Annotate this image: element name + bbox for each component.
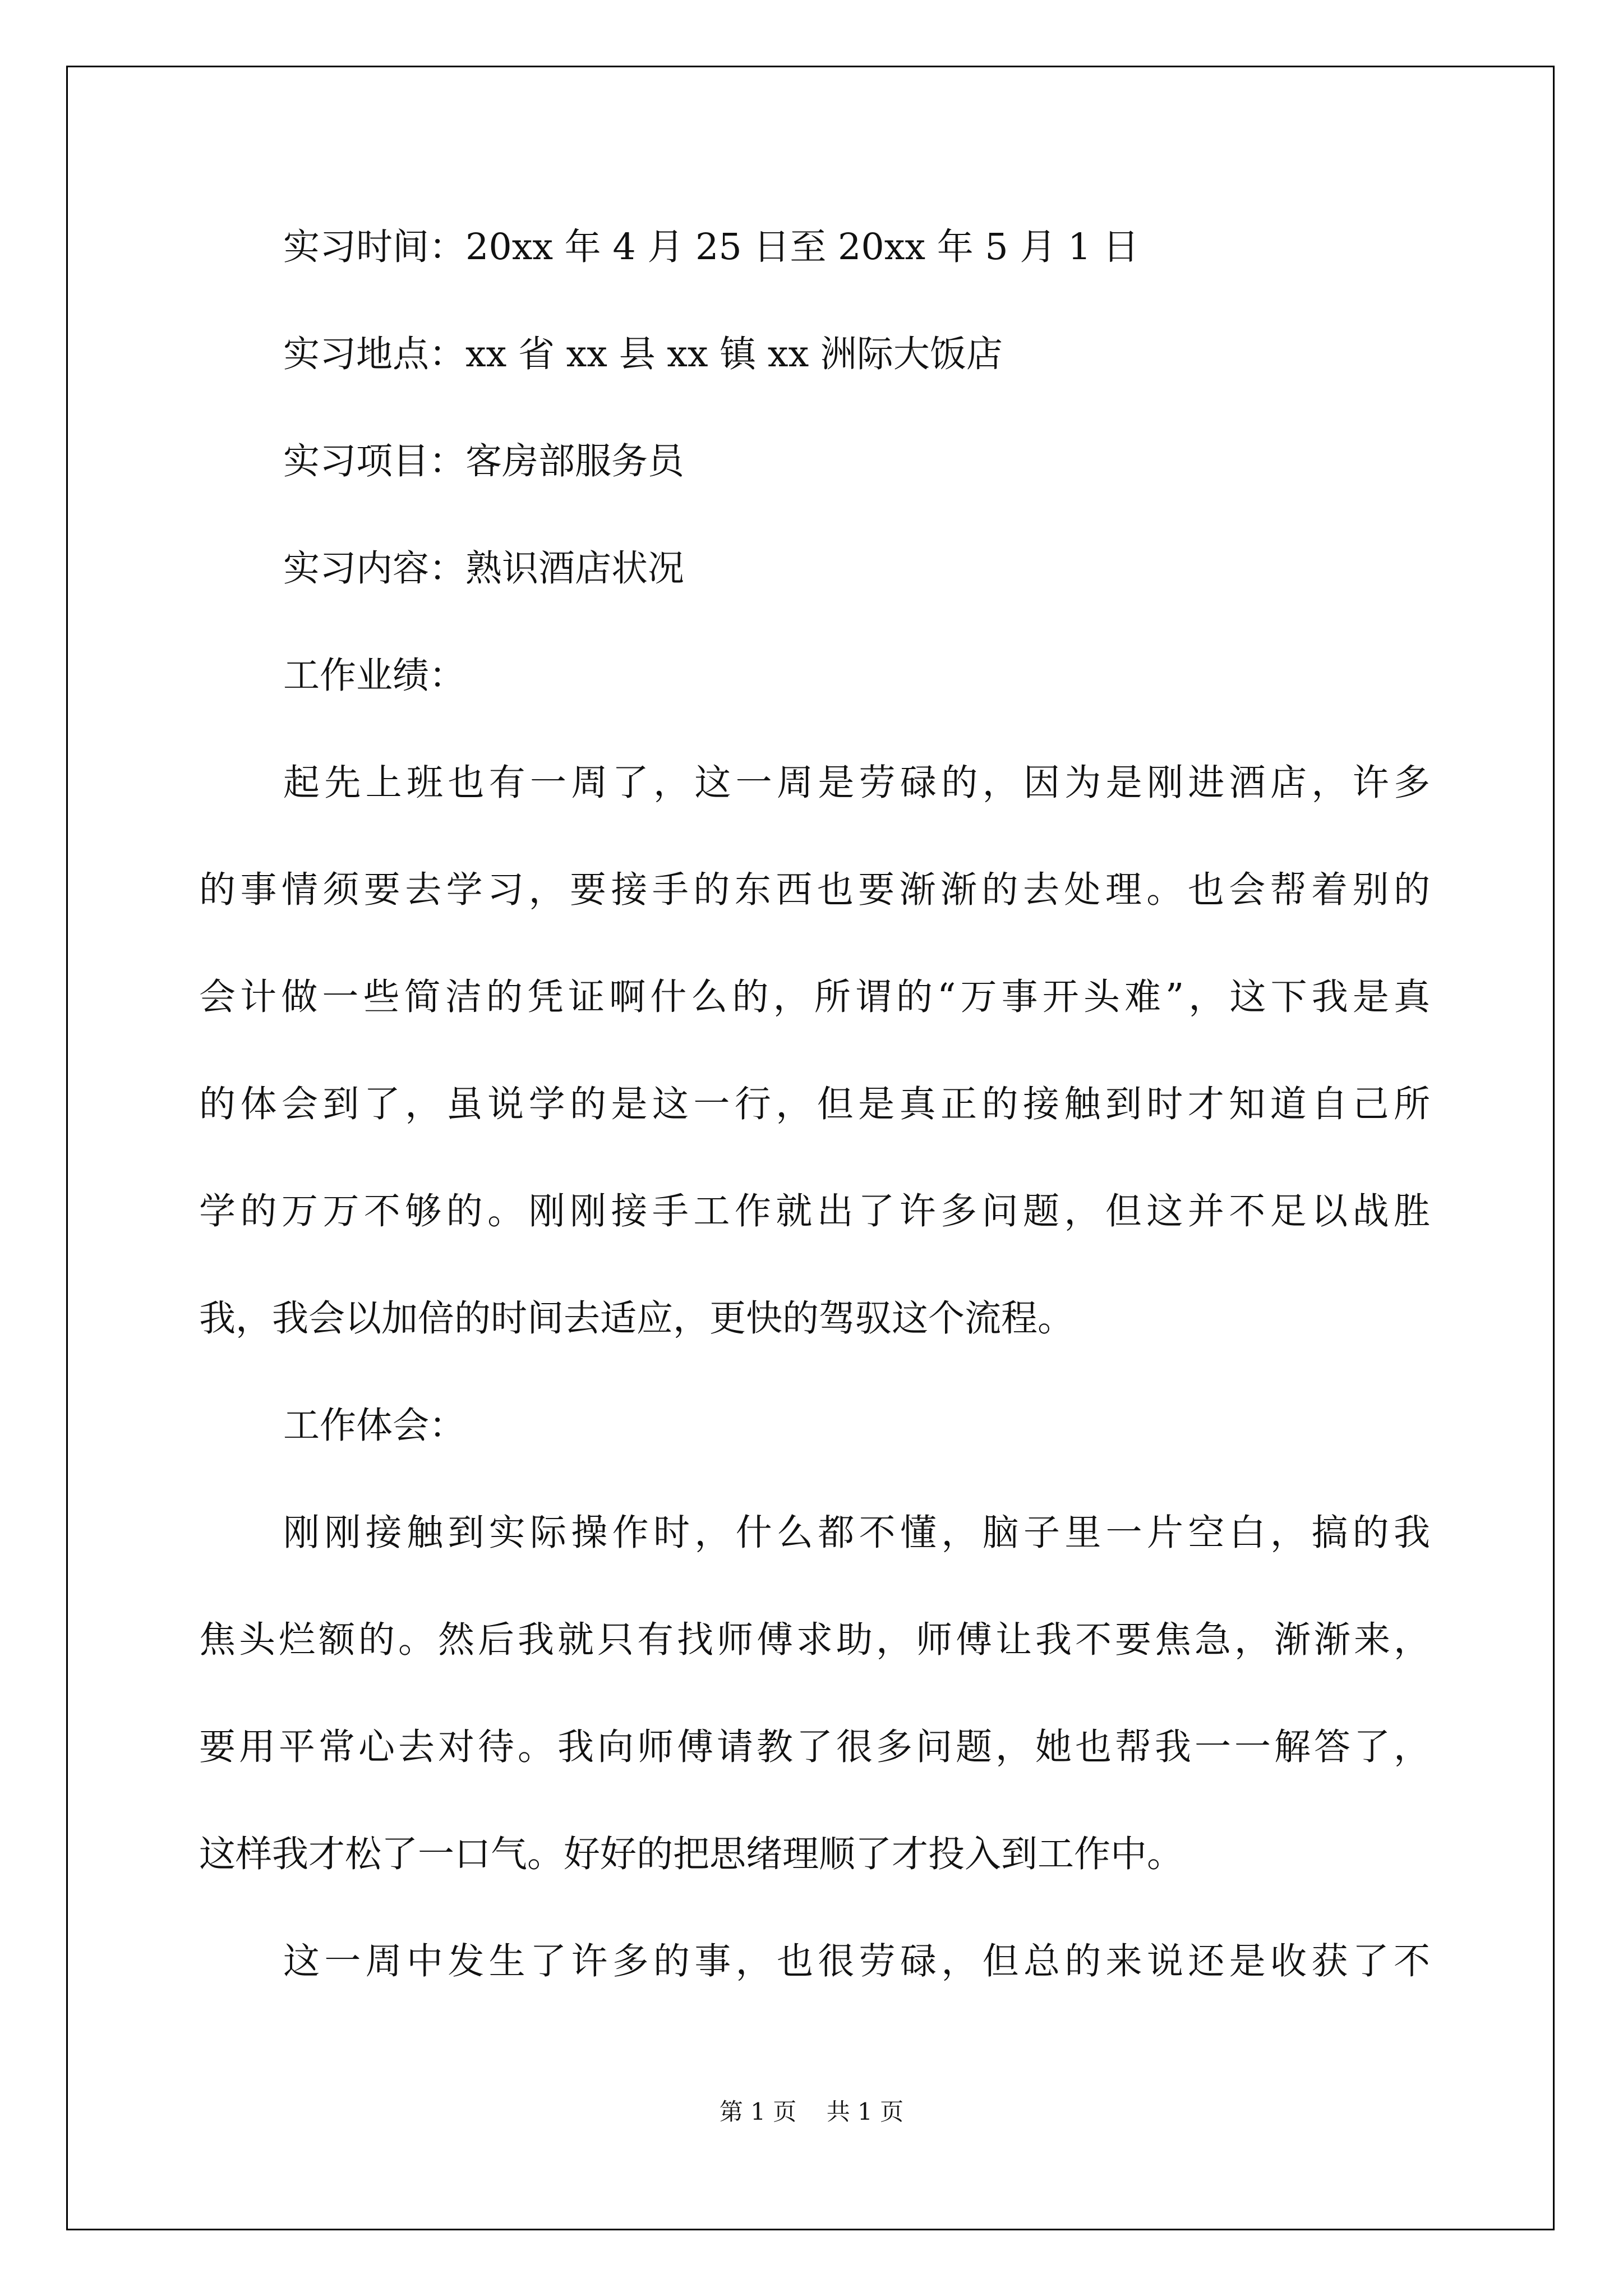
paragraph-1-line: 的事情须要去学习，要接手的东西也要渐渐的去处理。也会帮着别的 <box>199 869 1430 911</box>
paragraph-1-line: 的体会到了，虽说学的是这一行，但是真正的接触到时才知道自己所 <box>199 1083 1430 1125</box>
heading-achievements: 工作业绩： <box>283 655 466 697</box>
paragraph-1-line: 起先上班也有一周了，这一周是劳碌的，因为是刚进酒店，许多 <box>283 762 1430 804</box>
info-line-content: 实习内容：熟识酒店状况 <box>283 547 685 590</box>
info-line-project: 实习项目：客房部服务员 <box>283 440 685 482</box>
paragraph-2-line: 焦头烂额的。然后我就只有找师傅求助，师傅让我不要焦急，渐渐来， <box>199 1619 1430 1661</box>
paragraph-2-line: 刚刚接触到实际操作时，什么都不懂，脑子里一片空白，搞的我 <box>283 1512 1430 1554</box>
paragraph-3-line: 这一周中发生了许多的事，也很劳碌，但总的来说还是收获了不 <box>283 1940 1430 1982</box>
info-line-location: 实习地点：xx 省 xx 县 xx 镇 xx 洲际大饭店 <box>283 333 1003 375</box>
page-border <box>66 66 1555 2230</box>
paragraph-2-line: 要用平常心去对待。我向师傅请教了很多问题，她也帮我一一解答了， <box>199 1726 1430 1768</box>
info-line-time: 实习时间：20xx 年 4 月 25 日至 20xx 年 5 月 1 日 <box>283 226 1140 268</box>
heading-experience: 工作体会： <box>283 1405 466 1447</box>
paragraph-1-line: 我，我会以加倍的时间去适应，更快的驾驭这个流程。 <box>199 1297 1075 1340</box>
paragraph-1-line: 学的万万不够的。刚刚接手工作就出了许多问题，但这并不足以战胜 <box>199 1190 1430 1232</box>
paragraph-2-line: 这样我才松了一口气。好好的把思绪理顺了才投入到工作中。 <box>199 1833 1184 1875</box>
paragraph-1-line: 会计做一些简洁的凭证啊什么的，所谓的“万事开头难”，这下我是真 <box>199 976 1430 1018</box>
page-number-footer: 第 1 页 共 1 页 <box>719 2098 904 2125</box>
